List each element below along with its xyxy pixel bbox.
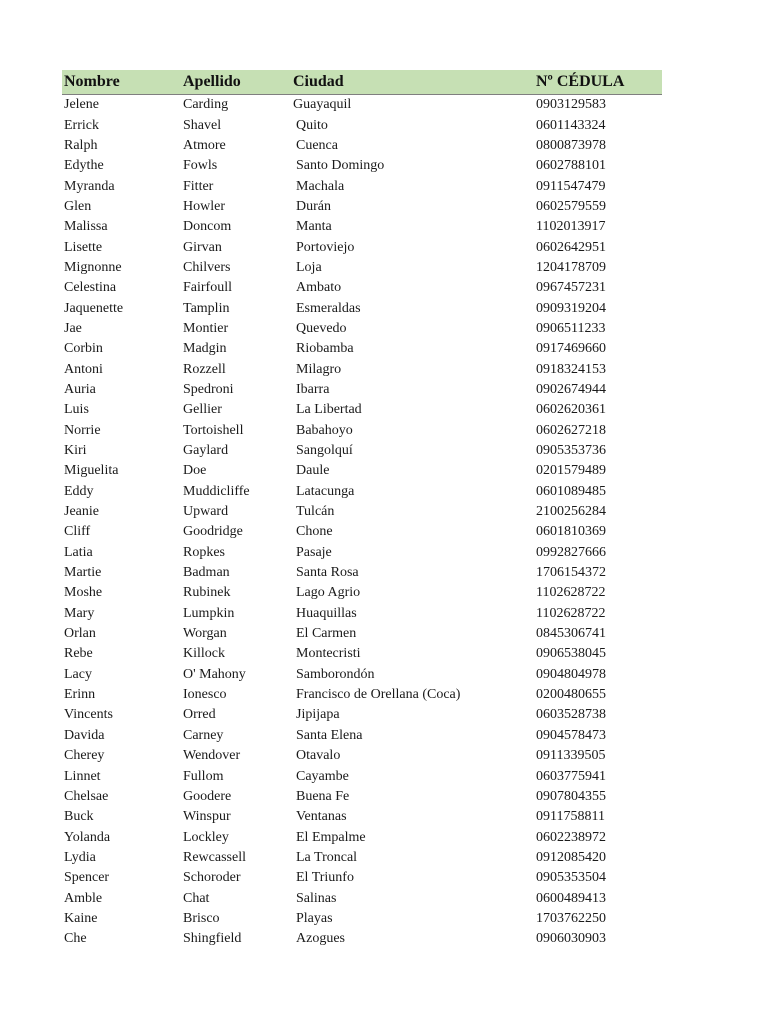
cell-apellido[interactable]: Rewcassell <box>183 849 246 865</box>
cell-ciudad[interactable]: Montecristi <box>296 646 361 662</box>
table-row <box>62 319 662 339</box>
cell-cedula[interactable]: 0845306741 <box>536 626 606 642</box>
cell-apellido[interactable]: Chat <box>183 890 210 906</box>
cell-ciudad[interactable]: Tulcán <box>296 504 335 520</box>
cell-ciudad[interactable]: Francisco de Orellana (Coca) <box>296 687 461 703</box>
table-row <box>62 604 662 624</box>
cell-apellido[interactable]: Girvan <box>183 239 222 255</box>
cell-cedula[interactable]: 0904804978 <box>536 666 606 682</box>
table-row <box>62 665 662 685</box>
cell-apellido[interactable]: Shavel <box>183 117 222 133</box>
cell-apellido[interactable]: Muddicliffe <box>183 483 250 499</box>
cell-nombre[interactable]: Antoni <box>64 361 103 377</box>
cell-cedula[interactable]: 0601143324 <box>536 117 606 133</box>
cell-apellido[interactable]: Atmore <box>183 137 226 153</box>
cell-nombre[interactable]: Martie <box>64 565 102 581</box>
cell-nombre[interactable]: Latia <box>64 544 93 560</box>
cell-nombre[interactable]: Buck <box>64 809 94 825</box>
cell-ciudad[interactable]: Otavalo <box>296 748 341 764</box>
table-row <box>62 298 662 318</box>
cell-nombre[interactable]: Lydia <box>64 849 96 865</box>
cell-apellido[interactable]: Tortoishell <box>183 422 244 438</box>
cell-ciudad[interactable]: Ibarra <box>296 381 330 397</box>
cell-nombre[interactable]: Erinn <box>64 687 96 703</box>
table-row <box>62 868 662 888</box>
cell-ciudad[interactable]: Sangolquí <box>296 443 353 459</box>
cell-apellido[interactable]: Chilvers <box>183 259 231 275</box>
table-row <box>62 787 662 807</box>
cell-ciudad[interactable]: Chone <box>296 524 333 540</box>
cell-apellido[interactable]: Winspur <box>183 809 231 825</box>
cell-cedula[interactable]: 0602627218 <box>536 422 606 438</box>
cell-cedula[interactable]: 0906030903 <box>536 931 606 947</box>
table-row <box>62 217 662 237</box>
table-row <box>62 258 662 278</box>
cell-nombre[interactable]: Spencer <box>64 870 110 886</box>
cell-apellido[interactable]: Madgin <box>183 341 227 357</box>
cell-ciudad[interactable]: Ventanas <box>296 809 347 825</box>
cell-cedula[interactable]: 1706154372 <box>536 565 606 581</box>
table-row <box>62 909 662 929</box>
cell-nombre[interactable]: Kaine <box>64 910 98 926</box>
cell-ciudad[interactable]: Manta <box>296 219 332 235</box>
cell-ciudad[interactable]: Playas <box>296 910 333 926</box>
cell-cedula[interactable]: 0602642951 <box>536 239 606 255</box>
cell-apellido[interactable]: Fullom <box>183 768 224 784</box>
cell-nombre[interactable]: Jaquenette <box>64 300 124 316</box>
cell-nombre[interactable]: Luis <box>64 402 89 418</box>
cell-cedula[interactable]: 0200480655 <box>536 687 606 703</box>
cell-ciudad[interactable]: Huaquillas <box>296 605 357 621</box>
table-row <box>62 848 662 868</box>
cell-apellido[interactable]: Doncom <box>183 219 232 235</box>
cell-ciudad[interactable]: Cuenca <box>296 137 338 153</box>
cell-nombre[interactable]: Norrie <box>64 422 101 438</box>
cell-nombre[interactable]: Che <box>64 931 87 947</box>
cell-apellido[interactable]: Tamplin <box>183 300 230 316</box>
cell-ciudad[interactable]: Daule <box>296 463 330 479</box>
cell-cedula[interactable]: 0912085420 <box>536 849 606 865</box>
table-row <box>62 644 662 664</box>
cell-apellido[interactable]: Shingfield <box>183 931 242 947</box>
cell-nombre[interactable]: Malissa <box>64 219 108 235</box>
cell-ciudad[interactable]: El Triunfo <box>296 870 354 886</box>
column-header-apellido[interactable]: Apellido <box>183 73 241 90</box>
cell-nombre[interactable]: Moshe <box>64 585 103 601</box>
cell-nombre[interactable]: Rebe <box>64 646 93 662</box>
cell-nombre[interactable]: Jae <box>64 320 82 336</box>
cell-apellido[interactable]: Gaylard <box>183 443 229 459</box>
table-row <box>62 929 662 949</box>
cell-ciudad[interactable]: Azogues <box>296 931 345 947</box>
cell-apellido[interactable]: Gellier <box>183 402 222 418</box>
cell-nombre[interactable]: Jelene <box>64 97 99 113</box>
cell-cedula[interactable]: 1204178709 <box>536 259 606 275</box>
table-row <box>62 746 662 766</box>
cell-cedula[interactable]: 0905353736 <box>536 443 606 459</box>
cell-nombre[interactable]: Vincents <box>64 707 113 723</box>
cell-cedula[interactable]: 0906511233 <box>536 320 606 336</box>
cell-nombre[interactable]: Jeanie <box>64 504 99 520</box>
cell-ciudad[interactable]: Salinas <box>296 890 337 906</box>
cell-cedula[interactable]: 0603775941 <box>536 768 606 784</box>
table-row <box>62 522 662 542</box>
cell-ciudad[interactable]: La Troncal <box>296 849 358 865</box>
cell-ciudad[interactable]: Santo Domingo <box>296 158 385 174</box>
cell-cedula[interactable]: 0601810369 <box>536 524 606 540</box>
table-row <box>62 156 662 176</box>
table-row <box>62 176 662 196</box>
cell-cedula[interactable]: 0911547479 <box>536 178 606 194</box>
cell-nombre[interactable]: Orlan <box>64 626 96 642</box>
cell-cedula[interactable]: 0902674944 <box>536 381 606 397</box>
cell-cedula[interactable]: 0992827666 <box>536 544 606 560</box>
cell-ciudad[interactable]: Esmeraldas <box>296 300 361 316</box>
table-header-row <box>62 70 662 95</box>
cell-ciudad[interactable]: Machala <box>296 178 345 194</box>
cell-apellido[interactable]: Goodere <box>183 788 232 804</box>
cell-apellido[interactable]: Howler <box>183 198 225 214</box>
cell-apellido[interactable]: Fitter <box>183 178 214 194</box>
table-row <box>62 502 662 522</box>
cell-ciudad[interactable]: El Empalme <box>296 829 366 845</box>
cell-apellido[interactable]: Doe <box>183 463 207 479</box>
table-body <box>62 95 662 949</box>
cell-cedula[interactable]: 0911758811 <box>536 809 605 825</box>
cell-nombre[interactable]: Amble <box>64 890 103 906</box>
cell-apellido[interactable]: Schoroder <box>183 870 241 886</box>
cell-ciudad[interactable]: Ambato <box>296 280 342 296</box>
table-row <box>62 583 662 603</box>
cell-ciudad[interactable]: Cayambe <box>296 768 349 784</box>
cell-ciudad[interactable]: Quevedo <box>296 320 347 336</box>
cell-apellido[interactable]: Fairfoull <box>183 280 232 296</box>
cell-apellido[interactable]: Badman <box>183 565 230 581</box>
table-row <box>62 441 662 461</box>
cell-nombre[interactable]: Yolanda <box>64 829 111 845</box>
cell-apellido[interactable]: Rozzell <box>183 361 226 377</box>
column-header-cedula[interactable]: Nº CÉDULA <box>536 73 625 90</box>
cell-apellido[interactable]: Carney <box>183 727 224 743</box>
cell-nombre[interactable]: Mignonne <box>64 259 122 275</box>
table-row <box>62 115 662 135</box>
cell-nombre[interactable]: Lacy <box>64 666 92 682</box>
cell-ciudad[interactable]: El Carmen <box>296 626 357 642</box>
cell-apellido[interactable]: Ionesco <box>183 687 227 703</box>
cell-nombre[interactable]: Celestina <box>64 280 117 296</box>
cell-apellido[interactable]: Lockley <box>183 829 229 845</box>
cell-cedula[interactable]: 0201579489 <box>536 463 606 479</box>
table-row <box>62 726 662 746</box>
table-row <box>62 705 662 725</box>
table-row <box>62 421 662 441</box>
cell-cedula[interactable]: 0603528738 <box>536 707 606 723</box>
cell-apellido[interactable]: Killock <box>183 646 225 662</box>
table-row <box>62 278 662 298</box>
table-row <box>62 888 662 908</box>
cell-cedula[interactable]: 1102013917 <box>536 219 606 235</box>
cell-cedula[interactable]: 0903129583 <box>536 97 606 113</box>
cell-apellido[interactable]: Lumpkin <box>183 605 235 621</box>
table-row <box>62 685 662 705</box>
column-header-ciudad[interactable]: Ciudad <box>293 73 344 90</box>
cell-cedula[interactable]: 0907804355 <box>536 788 606 804</box>
cell-cedula[interactable]: 0918324153 <box>536 361 606 377</box>
cell-cedula[interactable]: 1703762250 <box>536 910 606 926</box>
cell-nombre[interactable]: Ralph <box>64 137 98 153</box>
cell-apellido[interactable]: O' Mahony <box>183 666 246 682</box>
cell-cedula[interactable]: 0906538045 <box>536 646 606 662</box>
cell-cedula[interactable]: 0905353504 <box>536 870 606 886</box>
table-row <box>62 807 662 827</box>
cell-nombre[interactable]: Glen <box>64 198 92 214</box>
cell-nombre[interactable]: Auria <box>64 381 96 397</box>
cell-ciudad[interactable]: Loja <box>296 259 322 275</box>
cell-ciudad[interactable]: Durán <box>296 198 331 214</box>
table-row <box>62 482 662 502</box>
table-row <box>62 400 662 420</box>
table-row <box>62 624 662 644</box>
cell-cedula[interactable]: 0911339505 <box>536 748 606 764</box>
cell-cedula[interactable]: 0602579559 <box>536 198 606 214</box>
column-header-nombre[interactable]: Nombre <box>64 73 120 90</box>
cell-apellido[interactable]: Montier <box>183 320 229 336</box>
table-row <box>62 827 662 847</box>
cell-ciudad[interactable]: Guayaquil <box>293 97 352 113</box>
cell-nombre[interactable]: Errick <box>64 117 99 133</box>
table-row <box>62 766 662 786</box>
table-row <box>62 237 662 257</box>
cell-apellido[interactable]: Ropkes <box>183 544 225 560</box>
cell-cedula[interactable]: 0601089485 <box>536 483 606 499</box>
cell-apellido[interactable]: Wendover <box>183 748 241 764</box>
table-row <box>62 563 662 583</box>
cell-apellido[interactable]: Brisco <box>183 910 220 926</box>
cell-cedula[interactable]: 0800873978 <box>536 137 606 153</box>
table-row <box>62 543 662 563</box>
table-row <box>62 339 662 359</box>
cell-ciudad[interactable]: Babahoyo <box>296 422 353 438</box>
cell-nombre[interactable]: Miguelita <box>64 463 119 479</box>
cell-cedula[interactable]: 0602238972 <box>536 829 606 845</box>
cell-apellido[interactable]: Carding <box>183 97 229 113</box>
cell-cedula[interactable]: 0909319204 <box>536 300 606 316</box>
cell-cedula[interactable]: 2100256284 <box>536 504 606 520</box>
cell-cedula[interactable]: 1102628722 <box>536 605 606 621</box>
cell-ciudad[interactable]: Buena Fe <box>296 788 350 804</box>
table-row <box>62 95 662 115</box>
cell-apellido[interactable]: Goodridge <box>183 524 243 540</box>
cell-apellido[interactable]: Upward <box>183 504 229 520</box>
cell-apellido[interactable]: Spedroni <box>183 381 234 397</box>
cell-nombre[interactable]: Linnet <box>64 768 101 784</box>
table-row <box>62 380 662 400</box>
cell-cedula[interactable]: 0904578473 <box>536 727 606 743</box>
cell-ciudad[interactable]: Milagro <box>296 361 342 377</box>
table-row <box>62 461 662 481</box>
cell-ciudad[interactable]: Latacunga <box>296 483 355 499</box>
cell-apellido[interactable]: Worgan <box>183 626 227 642</box>
cell-nombre[interactable]: Eddy <box>64 483 94 499</box>
cell-nombre[interactable]: Myranda <box>64 178 115 194</box>
table-row <box>62 197 662 217</box>
cell-ciudad[interactable]: Riobamba <box>296 341 354 357</box>
cell-ciudad[interactable]: Santa Elena <box>296 727 363 743</box>
cell-apellido[interactable]: Rubinek <box>183 585 231 601</box>
cell-nombre[interactable]: Corbin <box>64 341 103 357</box>
cell-nombre[interactable]: Edythe <box>64 158 104 174</box>
cell-cedula[interactable]: 0602620361 <box>536 402 606 418</box>
cell-apellido[interactable]: Fowls <box>183 158 218 174</box>
cell-nombre[interactable]: Lisette <box>64 239 103 255</box>
cell-ciudad[interactable]: La Libertad <box>296 402 362 418</box>
cell-nombre[interactable]: Kiri <box>64 443 87 459</box>
cell-apellido[interactable]: Orred <box>183 707 216 723</box>
cell-ciudad[interactable]: Jipijapa <box>296 707 340 723</box>
cell-ciudad[interactable]: Pasaje <box>296 544 332 560</box>
cell-ciudad[interactable]: Samborondón <box>296 666 375 682</box>
cell-nombre[interactable]: Cliff <box>64 524 91 540</box>
table-row <box>62 359 662 379</box>
cell-nombre[interactable]: Davida <box>64 727 105 743</box>
cell-ciudad[interactable]: Lago Agrio <box>296 585 361 601</box>
cell-cedula[interactable]: 1102628722 <box>536 585 606 601</box>
cell-nombre[interactable]: Chelsae <box>64 788 109 804</box>
cell-ciudad[interactable]: Quito <box>296 117 328 133</box>
cell-nombre[interactable]: Mary <box>64 605 95 621</box>
cell-ciudad[interactable]: Santa Rosa <box>296 565 359 581</box>
cell-cedula[interactable]: 0917469660 <box>536 341 606 357</box>
cell-nombre[interactable]: Cherey <box>64 748 105 764</box>
cell-cedula[interactable]: 0600489413 <box>536 890 606 906</box>
cell-cedula[interactable]: 0602788101 <box>536 158 606 174</box>
spreadsheet-table <box>62 70 662 949</box>
table-row <box>62 136 662 156</box>
cell-cedula[interactable]: 0967457231 <box>536 280 606 296</box>
cell-ciudad[interactable]: Portoviejo <box>296 239 355 255</box>
